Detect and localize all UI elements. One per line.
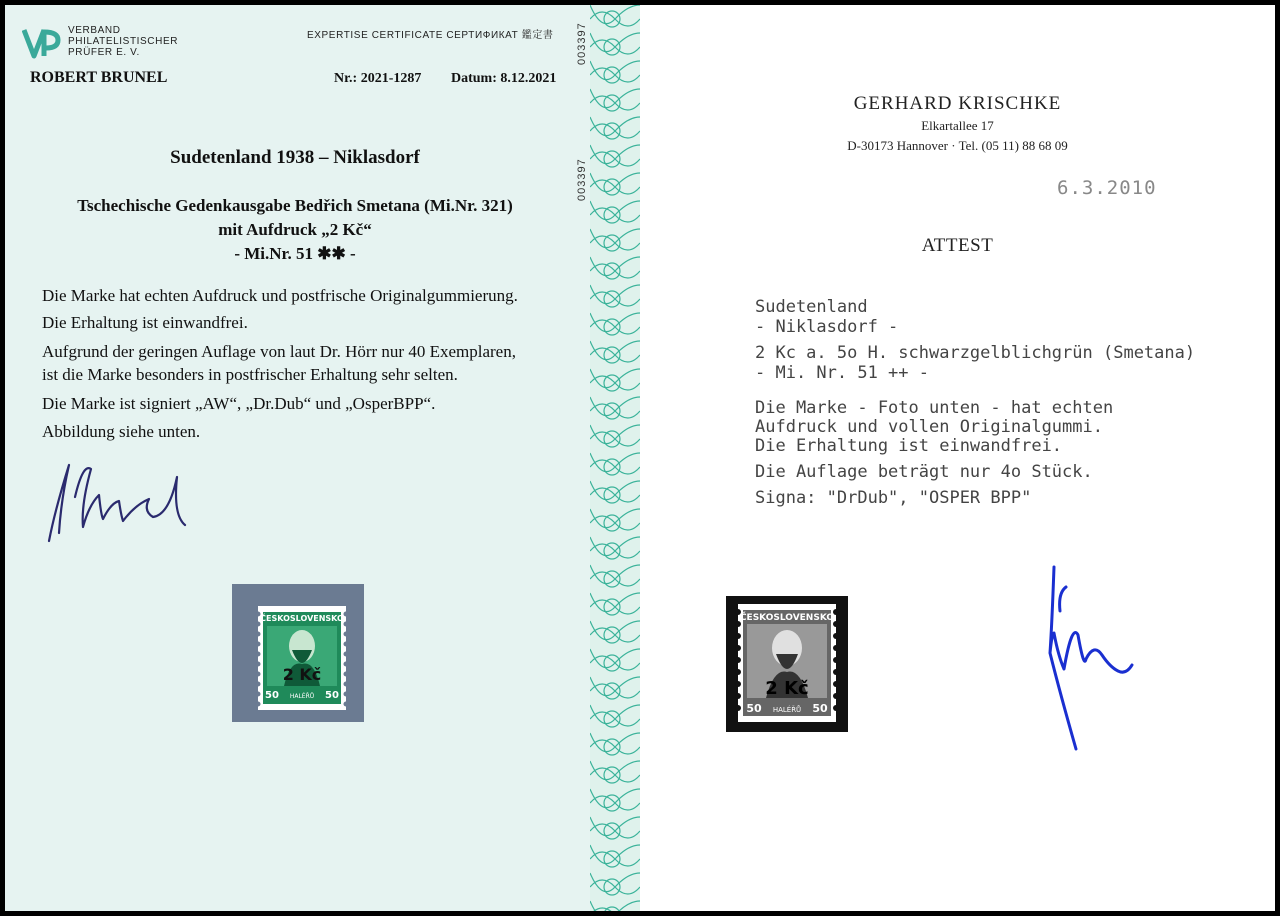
stamp-overprint: 2 Kč	[765, 678, 809, 699]
examiner-signature	[45, 455, 195, 550]
org-line: PRÜFER E. V.	[68, 47, 140, 58]
body-line: Aufdruck und vollen Originalgummi.	[755, 417, 1103, 437]
body-line: ist die Marke besonders in postfrischer Erhaltung sehr selten.	[42, 365, 458, 384]
expert-name: GERHARD KRISCHKE	[853, 93, 1062, 114]
body-line: Die Erhaltung ist einwandfrei.	[755, 436, 1063, 456]
stamp-image	[232, 584, 364, 722]
examiner-name: ROBERT BRUNEL	[30, 69, 168, 86]
attest-heading: ATTEST	[921, 235, 994, 256]
vp-logo-icon	[22, 27, 62, 59]
stamp-photo	[726, 596, 848, 732]
body-line: Aufgrund der geringen Auflage von laut Dr. Hörr nur 40 Exemplaren,	[42, 342, 516, 361]
body-line: 2 Kc a. 5o H. schwarzgelblichgrün (Smetana)	[755, 343, 1196, 363]
stamp-value-right: 50	[325, 690, 339, 701]
stamp-currency: HALÉŘŮ	[772, 706, 802, 714]
stamp-image	[726, 596, 848, 732]
expert-street: Elkartallee 17	[921, 118, 994, 133]
attest-date: 6.3.2010	[1057, 177, 1157, 199]
body-line: - Mi. Nr. 51 ++ -	[755, 363, 929, 383]
org-line: PHILATELISTISCHER	[68, 36, 179, 47]
guilloche-security-strip	[590, 5, 640, 911]
attest-certificate	[640, 5, 1275, 911]
stamp-overprint: 2 Kč	[282, 665, 322, 684]
body-line: Die Auflage beträgt nur 4o Stück.	[755, 462, 1093, 482]
certificate-types: EXPERTISE CERTIFICATE СЕРТИФИКАТ 鑑定書	[307, 30, 554, 41]
certificate-title: Sudetenland 1938 – Niklasdorf	[170, 147, 420, 168]
serial-number-lower: 003397	[576, 158, 588, 201]
stamp-value-left: 50	[265, 690, 279, 701]
stamp-value-left: 50	[746, 702, 762, 715]
subtitle-line: Tschechische Gedenkausgabe Bedřich Smetana (Mi.Nr. 321)	[77, 196, 513, 215]
body-line: Die Erhaltung ist einwandfrei.	[42, 313, 248, 332]
body-line: - Niklasdorf -	[755, 317, 899, 337]
expert-signature	[1040, 563, 1140, 753]
body-line: Signa: "DrDub", "OSPER BPP"	[755, 488, 1032, 508]
expertise-certificate	[5, 5, 640, 911]
body-line: Sudetenland	[755, 297, 868, 317]
stamp-currency: HALÉŘŮ	[289, 693, 315, 700]
body-line: Die Marke - Foto unten - hat echten	[755, 398, 1114, 418]
subtitle-line: mit Aufdruck „2 Kč“	[218, 220, 372, 239]
expert-city-phone: D-30173 Hannover · Tel. (05 11) 88 68 09	[847, 138, 1068, 153]
org-name	[68, 25, 178, 58]
subtitle-line: - Mi.Nr. 51 ✱✱ -	[234, 244, 356, 263]
stamp-country: ČESKOSLOVENSKO	[739, 613, 835, 623]
stamp-photo	[232, 584, 364, 722]
body-line: Die Marke hat echten Aufdruck und postfrische Originalgummierung.	[42, 286, 518, 305]
body-line: Die Marke ist signiert „AW“, „Dr.Dub“ und „OsperBPP“.	[42, 394, 436, 413]
body-line: Abbildung siehe unten.	[42, 422, 201, 441]
certificate-number: Nr.: 2021-1287	[334, 71, 422, 86]
org-line: VERBAND	[68, 25, 121, 36]
serial-number-upper: 003397	[576, 22, 588, 65]
stamp-country: ČESKOSLOVENSKO	[260, 614, 344, 623]
certificate-date: Datum: 8.12.2021	[451, 71, 557, 86]
stamp-value-right: 50	[812, 702, 828, 715]
